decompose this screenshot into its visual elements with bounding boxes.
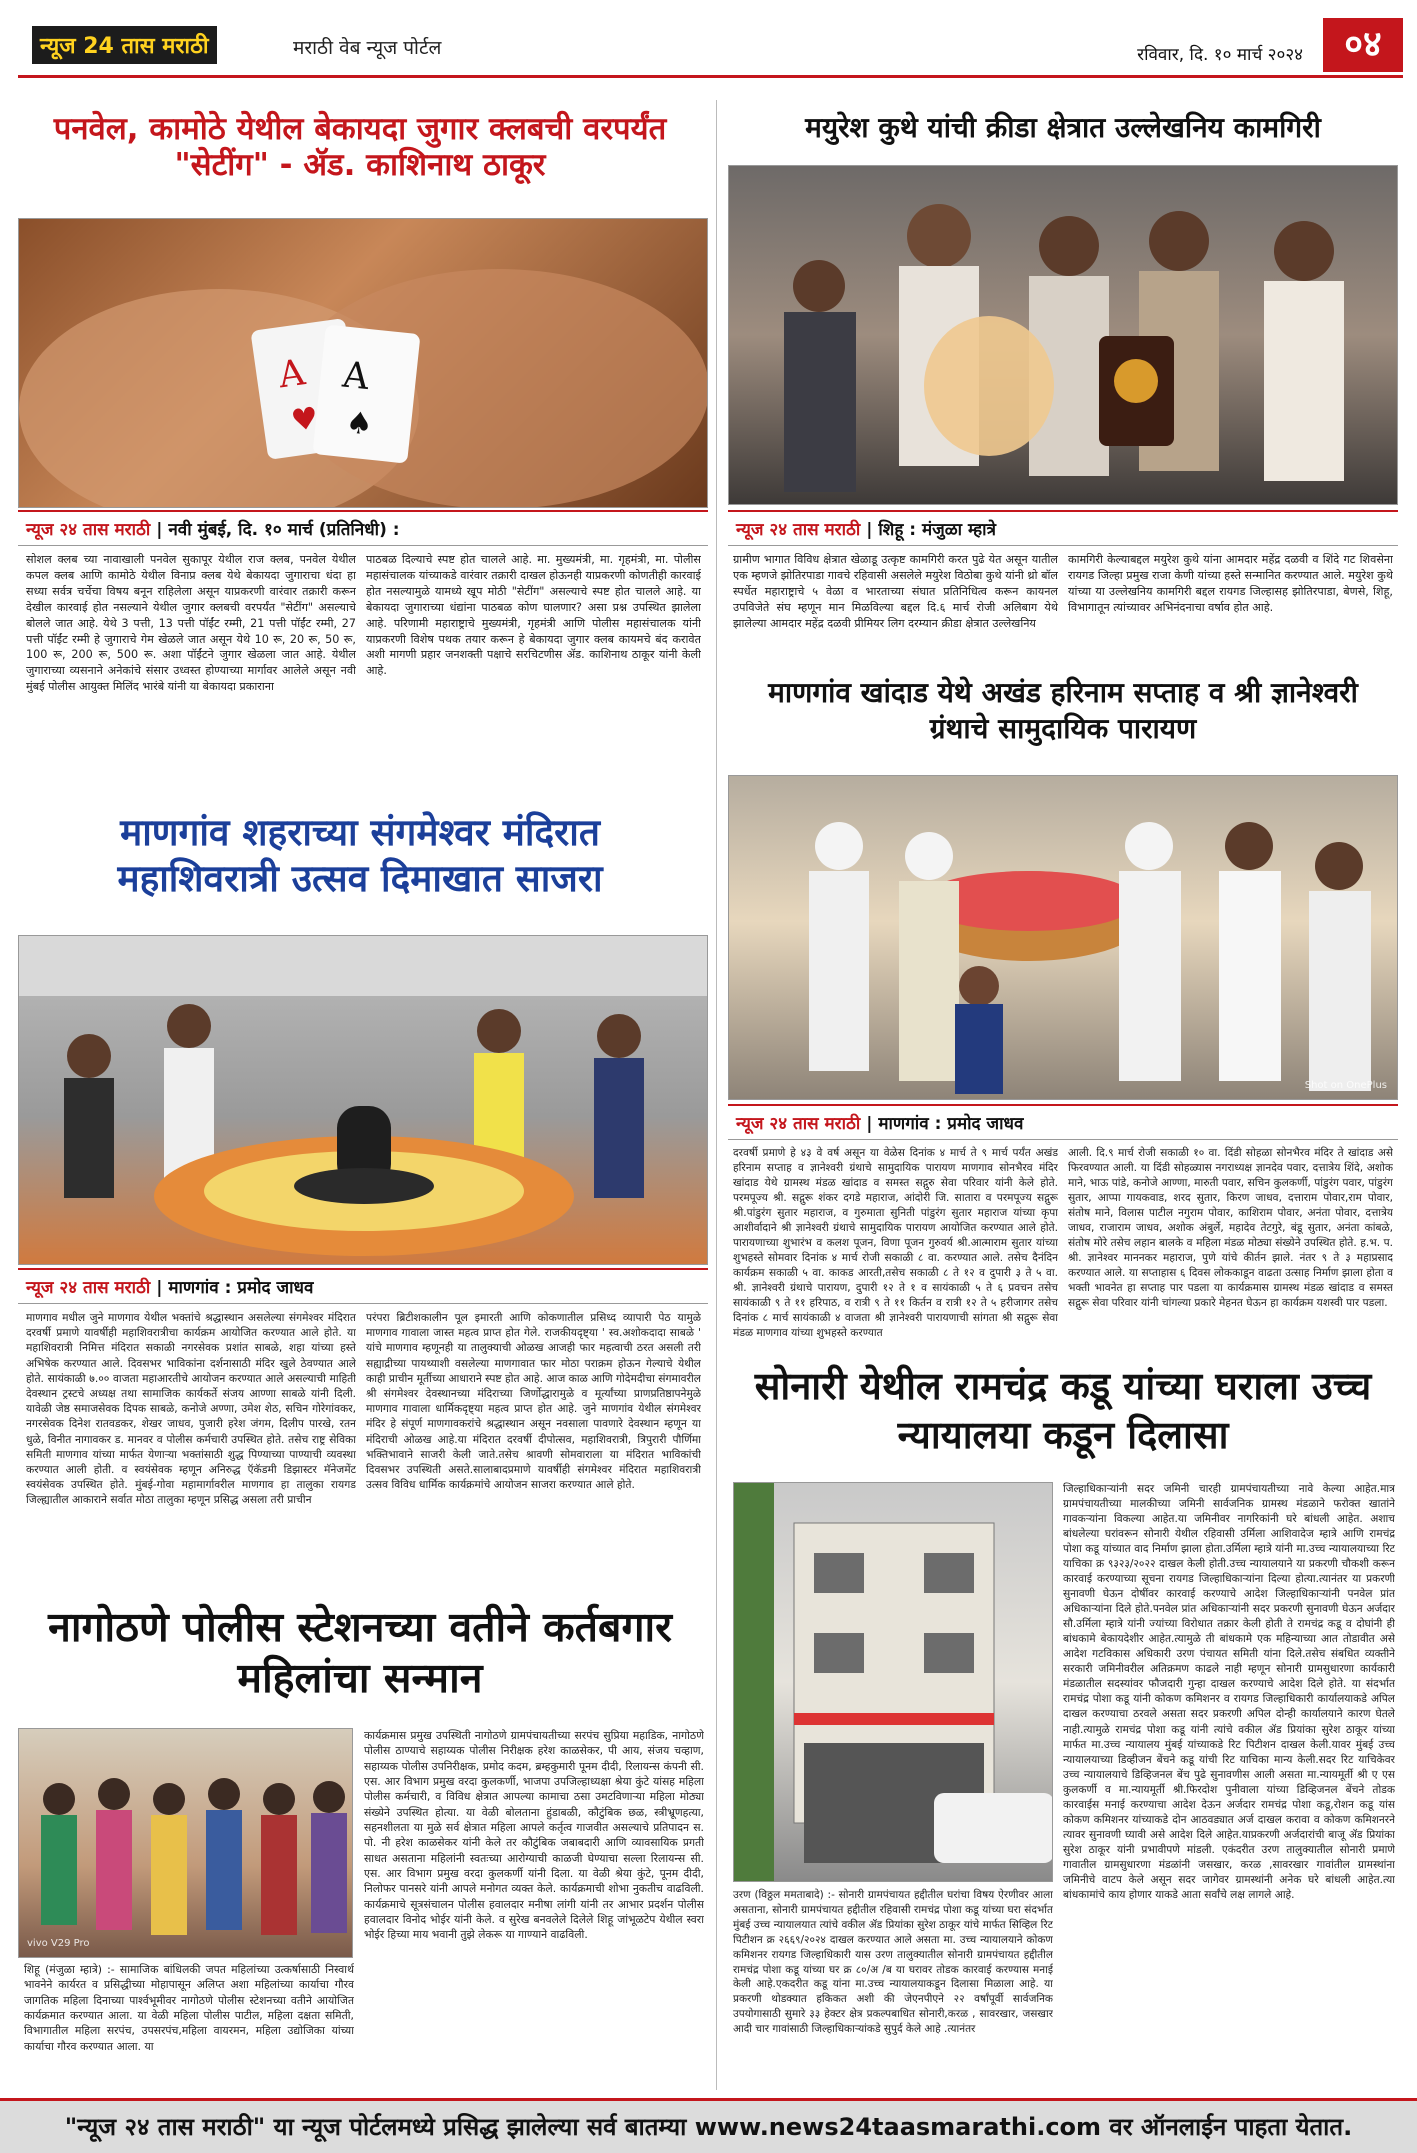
playing-cards-image xyxy=(19,219,708,508)
temple-shivling-image xyxy=(19,936,708,1265)
article1-col1: सोशल क्लब च्या नावाखाली पनवेल सुकापूर येथील राज क्लब, पनवेल येथील कपल क्लब आणि कामोठे येथील विनाप्र क्लब येथे बेकायदा जुगाराचा धंदा हा सध्या सर्वत्र चर्चेचा विषय बनून राहिलेला असून याप्रकरणी वारंवार तक्रारी करून देखील कारवाई होत नसल्याने येथील जुगार क्लबची वरपर्यंत "सेटींग" असल्याचे बोलले जात आहे. येथे 3 पत्ती, 13 पत्ती पॉईंट रम्मी, 21 पत्ती पॉईंट रम्मी, 27 पत्ती पॉईंट रम्मी हे जुगाराचे गेम खेळले जात असून येथे 10 रू, 20 रू, 50 रू, 100 रू, 200 रू, 500 रू. अशा पॉईंटने जुगार खेळला जात आहे. येथील जुगाराच्या व्यसनाने अनेकांचे संसार उध्वस्त होण्याच्या मार्गावर आलेले असून नवी मुंबई पोलीस आयुक्त मिलिंद भारंबे यांनी या बेकायदा प्रकाराना xyxy=(26,553,356,694)
article2-source: न्यूज २४ तास मराठी xyxy=(736,520,861,540)
article6-headline: नागोठणे पोलीस स्टेशनच्या वतीने कर्तबगार महिलांचा सन्मान xyxy=(48,1603,672,1703)
article1-source: न्यूज २४ तास मराठी xyxy=(26,520,151,540)
article6-photo-caption: vivo V29 Pro xyxy=(27,1938,90,1949)
house-image xyxy=(734,1483,1053,1882)
footer-banner: "न्यूज २४ तास मराठी" या न्यूज पोर्टलमध्ये प्रसिद्ध झालेल्या सर्व बातम्या www.news24taasmarathi.com वर ऑनलाईन पाहता येतात. xyxy=(0,2098,1417,2153)
brand-logo: न्यूज 24 तास मराठी xyxy=(32,26,217,64)
article3-byline xyxy=(728,1104,1398,1140)
article3-col2: आली. दि.९ मार्च रोजी सकाळी १० वा. दिंडी सोहळा सोनभैरव मंदिर ते खांदाड असे फिरवण्यात आली. या दिंडी सोहळ्यास नगराध्यक्ष ज्ञानदेव पवार, दत्तात्रेय शिंदे, अशोक माने, भाऊ पांडे, कनोजे आण्णा, मारुती पवार, सचिन कुलकर्णी, पांडुरंग पवार, पांडुरंग सुतार, आप्पा गायकवाड, शरद सुतार, किरण जाधव, दत्ताराम पोवार,राम पोवार, संतोष माने, विलास पाटील नगुराम पोवार, काशिराम पोवार, अनंता पोवार, दत्तात्रेय जाधव, राजाराम जाधव, अशोक अंबुर्ले, महादेव तेटगुरे, बंडू सुतार, अनंता कांबळे, संतोष मोरे तसेच लहान बालके व महिला मंडळ मोठ्या संख्येने उपस्थित होते. ह.भ. प. श्री. ज्ञानेश्वर माननकर महाराज, पुणे यांचे कीर्तन झाले. नंतर ९ ते ३ महाप्रसाद करण्यात आले. या सप्ताहास ६ दिवस लोककाडून वाढता उत्साह निर्माण झाला होता व भक्ती भावनेत हा सप्ताह पार पडला या कार्यक्रमास ग्रामस्थ मंडळ खांदाड व समस्त सद्गुरू सेवा परिवार यांनी चांगल्या प्रकारे मेहनत घेऊन हा कार्यक्रम यशस्वी पार पडला. xyxy=(1068,1147,1393,1310)
article3-source: न्यूज २४ तास मराठी xyxy=(736,1114,861,1134)
article4-col1: माणगाव मधील जुने माणगाव येथील भक्तांचे श्रद्धास्थान असलेल्या संगमेश्वर मंदिरात दरवर्षी प्रमाणे यावर्षीही महाशिवरात्रीचा कार्यक्रम आयोजित करण्यात आले होते. या महाशिवरात्री निमित्त मंदिरात सकाळी नगरसेवक प्रशांत साबळे, शहा यांच्या हस्ते अभिषेक करण्यात आले. दिवसभर भाविकांना दर्शनासाठी मंदिर खुले ठेवण्यात आले होते. सायंकाळी ७.०० वाजता महाआरतीचे आयोजन करण्यात आले असल्याची माहिती देवस्थान ट्रस्टचे अध्यक्ष तथा सामाजिक कार्यकर्ते संजय आण्णा साबळे यांनी दिली. यावेळी जेष्ठ समाजसेवक दिपक साबळे, कनोजे अण्णा, उमेश शेठ, सचिन गोरेगांवकर, नगरसेवक दिनेश रातवडकर, शेखर जाधव, पुजारी हरेश जंगम, दिलीप पारखे, रतन धुळे, विनीत नागावकर ड. मानवर व पोलीस कर्मचारी उपस्थित होते. तसेच राष्ट्र सेविका समिती माणगाव यांच्या मार्फत येणाऱ्या भक्तांसाठी शुद्ध पिण्याच्या पाण्याची व्यवस्था करण्यात आली होती. व स्वयंसेवक म्हणून अनिरुद्ध ऍकॅडमी डिझास्टर मॅनेजमेंट स्वयंसेवक उपस्थित होते. मुंबई-गोवा महामार्गावरील माणगाव हा तालुका रायगड जिल्ह्यातील आकाराने सर्वात मोठा तालुका म्हणून प्रसिद्ध असला तरी प्राचीन xyxy=(26,1311,356,1507)
svg-text:♠: ♠ xyxy=(344,405,375,443)
masthead xyxy=(18,14,1403,78)
article6-col-right: कार्यक्रमास प्रमुख उपस्थिती नागोठणे ग्रामपंचायतीच्या सरपंच सुप्रिया महाडिक, नागोठणे पोलीस ठाण्याचे सहाय्यक पोलीस निरीक्षक हरेश काळसेकर, पी आय, संजय चव्हाण, सहाय्यक पोलीस उपनिरीक्षक, प्रमोद कदम, ब्रम्हकुमारी पूनम दीदी, रिलायन्स कंपनी सी. एस. आर विभाग प्रमुख वरदा कुलकर्णी, भाजपा उपजिल्हाध्यक्षा श्रेया कुंटे यांसह महिला पोलीस कर्मचारी, व विविध क्षेत्रात आपल्या कामाचा ठसा उमटविणाऱ्या महिला मोठ्या संख्येने उपस्थित होत्या. या वेळी बोलताना हुंडाबळी, कौटुंबिक छळ, स्त्रीभ्रूणहत्या, सहनशीलता या मुळे सर्व क्षेत्रात महिला आपले कर्तृत्व गाजवीत असल्याचे प्रतिपादन स. पो. नी हरेश काळसेकर यांनी केले तर कौटुंबिक जबाबदारी आणि व्यावसायिक प्रगती साधत असताना महिलांनी स्वतःच्या आरोग्याची काळजी घेण्याचा सल्ला रिलायन्स सी. एस. आर विभाग प्रमुख वरदा कुलकर्णी यांनी दिला. या वेळी श्रेया कुंटे, पूनम दीदी, निलोफर पानसरे यांनी आपले मनोगत व्यक्त केले. कार्यक्रमाची शोभा नुकतीच वाढविली. कार्यक्रमाचे सूत्रसंचालन पोलीस हवालदार मनीषा लांगी यांनी तर आभार प्रदर्शन पोलीस हवालदार विनोद भोईर यांनी केले. व सुरेख बनवलेले दिलेले शिहू जांभूळटेप येथील स्वरा भोईर हिच्या माय भवानी तुझे लेकरू या गाण्याने वाढविली. xyxy=(364,1729,704,1942)
article1-col2: पाठबळ दिल्याचे स्पष्ट होत चालले आहे. मा. मुख्यमंत्री, मा. गृहमंत्री, मा. पोलीस महासंचालक यांच्याकडे वारंवार तक्रारी दाखल होऊनही याप्रकरणी कोणतीही कारवाई होत नसल्यामुळे यामध्ये खूप मोठी "सेटींग" असल्याचे स्पष्ट होत चालले आहे. या बेकायदा जुगाराच्या धंद्यांना पाठबळ कोण घालणार? असा प्रश्न उपस्थित झालेला आहे. परिणामी महाराष्ट्राचे मुख्यमंत्री, गृहमंत्री आणि पोलीस महासंचालक यांनी याप्रकरणी विशेष पथक तयार करून हे बेकायदा जुगार क्लब कायमचे बंद करावेत अशी मागणी प्रहार जनशक्ती पक्षाचे सरचिटणीस ॲड. काशिनाथ ठाकूर यांनी केली आहे. xyxy=(366,553,701,678)
svg-text:A: A xyxy=(276,352,308,397)
procession-image xyxy=(729,776,1398,1100)
article2-dateline: | शिहू : मंजुळा म्हात्रे xyxy=(866,520,996,540)
women-felicitation-image xyxy=(19,1729,353,1958)
page-number: ०४ xyxy=(1323,18,1403,72)
article1-dateline: | नवी मुंबई, दि. १० मार्च (प्रतिनिधी) : xyxy=(156,520,400,540)
article1-headline: पनवेल, कामोठे येथील बेकायदा जुगार क्लबची वरपर्यंत "सेटींग" - ॲड. काशिनाथ ठाकूर xyxy=(53,111,667,183)
article4-headline: माणगांव शहराच्या संगमेश्वर मंदिरात महाशिवरात्री उत्सव दिमाखात साजरा xyxy=(117,811,603,901)
issue-date: रविवार, दि. १० मार्च २०२४ xyxy=(1137,45,1303,65)
article2-byline xyxy=(728,510,1398,546)
article4-photo xyxy=(18,935,708,1265)
article3-photo xyxy=(728,775,1398,1100)
article5-headline: सोनारी येथील रामचंद्र कडू यांच्या घराला उच्च न्यायालया कडून दिलासा xyxy=(754,1364,1372,1458)
article2-col1: ग्रामीण भागात विविध क्षेत्रात खेळाडू उत्कृष्ट कामगिरी करत पुढे येत असून यातील एक म्हणजे झोतिरपाडा गावचे रहिवासी असलेले मयुरेश विठोबा कुथे यांनी थ्रो बॉल स्पर्धेत महाराष्ट्राचे ५ वेळा व भारताच्या संघात प्रतिनिधित्व करून कायनल उपविजेते संघ म्हणून मान मिळविल्या बद्दल दि.६ मार्च रोजी अलिबाग येथे झालेल्या आमदार महेंद्र दळवी प्रीमियर लिग दरम्यान क्रीडा क्षेत्रात उल्लेखनिय xyxy=(733,553,1058,630)
svg-text:A: A xyxy=(340,354,371,399)
article3-headline: माणगांव खांदाड येथे अखंड हरिनाम सप्ताह व श्री ज्ञानेश्वरी ग्रंथाचे सामुदायिक पारायण xyxy=(768,676,1358,746)
article3-dateline: | माणगांव : प्रमोद जाधव xyxy=(866,1114,1024,1134)
article4-source: न्यूज २४ तास मराठी xyxy=(26,1278,151,1298)
svg-text:♥: ♥ xyxy=(288,400,321,440)
award-ceremony-image xyxy=(729,166,1398,505)
article1-photo xyxy=(18,218,708,508)
article2-col2: कामगिरी केल्याबद्दल मयुरेश कुथे यांना आमदार महेंद्र दळवी व शिंदे गट शिवसेना रायगड जिल्हा प्रमुख राजा केणी यांच्या हस्ते सन्मानित करण्यात आले. मयुरेश कुथे यांच्या या उल्लेखनिय कामगिरी बद्दल रायगड जिल्हासह झोतिरपाडा, बेणसे, शिहू, विभागातून त्यांच्यावर अभिनंदनाचा वर्षाव होत आहे. xyxy=(1068,553,1393,614)
article5-col-right: जिल्हाधिकाऱ्यांनी सदर जमिनी चारही ग्रामपंचायतीच्या नावे केल्या आहेत.मात्र ग्रामपंचायतीच्या मालकीच्या जमिनी सार्वजनिक ग्रामस्थ मंडळाने फरोक्त खातांने गावकऱ्यांना विकल्या आहेत.या जमिनीवर नागरिकांनी घरे बांधली आहेत. अशाच बांधलेल्या घरांवरून सोनारी येथील रहिवासी उर्मिला आशिवादेज म्हात्रे आणि रामचंद्र पोशा कडू यांच्यात वाद निर्माण झाला होता.उर्मिला म्हात्रे यांनी मा.उच्च न्यायालयाच्या रिट याचिका क्र ९३२३/२०२२ दाखल केली होती.उच्च न्यायालयाने या प्रकरणी चौकशी करून कारवाई करण्याच्या सूचना रायगड जिल्हाधिकाऱ्यांना दिल्या होत्या.त्यानंतर या प्रकरणी सुनावणी घेऊन दोषींवर कारवाई करण्याचे आदेश जिल्हाधिकाऱ्यांनी पनवेल प्रांत अधिकाऱ्यांना दिले होते.पनवेल प्रांत अधिकाऱ्यांनी सदर प्रकरणी सुनावणी घेऊन अर्जदार सौ.उर्मिला म्हात्रे यांनी ज्यांच्या विरोधात तक्रार केली होती ते रामचंद्र कडू व दोघांनी ही बांधकामे बेकायदेशीर आहेत.त्यामुळे ती बांधकामे एक महिन्याच्या आत तोडावीत असे आदेश गटविकास अधिकारी उरण पंचायत समिती यांना दिले.तसेच संबधित व्यक्तीने सरकारी जमिनीवरील अतिक्रमण काढले नाही म्हणून सोनारी ग्रामसुधारणा कार्यकारी मंडळातील सदस्यांवर फौजदारी गुन्हा दाखल करण्याचे आदेश दिले होते. या संदर्भात रामचंद्र पोशा कडू यांनी कोकण कमिशनर व रायगड जिल्हाधिकारी कार्यालयाकडे अपिल दाखल करण्याचा ठरवले असता सदर प्रकरणी अपिल दोन्ही कार्यालयाने कारण घेतले नाही.त्यामुळे रामचंद्र पोशा कडू यांनी त्यांचे वकील ॲड प्रियांका सुरेश ठाकूर यांच्या मार्फत मा.उच्च न्यायालय मुंबई यांच्याकडे रिट पिटीशन दाखल केली.यावर मुंबई उच्च न्यायालयाच्या डिव्हीजन बेंचने कडू यांची रिट याचिका मान्य केली.सदर रिट याचिकेवर उच्च न्यायालयाचे डिव्हिजनल बेंच पुढे सुनावणीस आली असता मा.न्यायमूर्ती श्री ए एस कुलकर्णी व मा.न्यायमूर्ती श्री.फिरदोश पुनीवाला यांच्या डिव्हिजनल बेंचने तोडक कारवाईस मनाई करण्याचा आदेश देऊन अर्जदार रामचंद्र पोशा कडू,रोशन कडू यांस कोकण कमिशनर यांच्याकडे दोन आठवड्यात अर्ज दाखल करावा व कोकण कमिशनरने त्यावर सुनावणी घ्यावी असे आदेश दिले आहेत.याप्रकरणी अर्जदारांची बाजू ॲड प्रियांका सुरेश ठाकूर यांनी प्रभावीपणे मांडली. एकंदरीत उरण तालुक्यातील सोनारी प्रमाणे गावातील ग्रामसुधारणा मंडळांनी जसखार, करळ ,सावरखार गावांतील ग्रामस्थांना जमिनीचे वाटप केले असून सदर जागेवर ग्रामस्थांनी अनेक घरे बांधली आहेत.त्या बांधकामांचे काय होणार याकडे आता सर्वांचे लक्ष लागले आहे. xyxy=(1063,1483,1395,1901)
column-divider xyxy=(716,100,717,2090)
article5-photo xyxy=(733,1482,1053,1882)
article4-col2: परंपरा ब्रिटीशकालीन पूल इमारती आणि कोकणातील प्रसिध्द व्यापारी पेठ यामुळे माणगाव गावाला जास्त महत्व प्राप्त होत गेले. राजकीयदृष्ट्या ' स्व.अशोकदादा साबळे ' यांचे माणगाव म्हणूनही या तालुक्याची ओळख आजही फार महत्वाची ठरत असली तरी सह्याद्रीच्या पायथ्याशी वसलेल्या माणगावात फार मोठा पराक्रम होऊन गेल्याचे येथील काही प्राचीन मूर्तीच्या आधाराने स्पष्ट होत आहे. आज काळ आणि गोदेमदीचा संगमावरील श्री संगमेश्वर देवस्थानच्या मंदिराच्या जिर्णोद्धारामुळे व मूर्त्यांच्या प्राणप्रतिष्ठापनेमुळे माणगाव गावाला धार्मिकदृष्ट्या महत्व प्राप्त होत आहे. जुने माणगांव येथील संगमेश्वर मंदिर हे संपूर्ण माणगावकरांचे श्रद्धास्थान असून नवसाला पावणारे देवस्थान म्हणून या मंदिराची ओळख आहे.या मंदिरात दरवर्षी दीपोत्सव, महाशिवरात्री, त्रिपुरारी पौर्णिमा भक्तिभावाने साजरी केली जाते.तसेच श्रावणी सोमवाराला या मंदिरात भाविकांची दिवसभर उपस्थिती असते.सालाबादप्रमाणे यावर्षीही संगमेश्वर मंदिरात महाशिवरात्री उत्सव विविध धार्मिक कार्यक्रमांचे आयोजन साजरा करण्यात आले होते. xyxy=(366,1311,701,1492)
article6-col-under: शिहू (मंजुळा म्हात्रे) :- सामाजिक बांधिलकी जपत महिलांच्या उत्कर्षासाठी निस्वार्थ भावनेने कार्यरत व प्रसिद्धीच्या मोहापासून अलिप्त अशा महिलांच्या कार्याचा गौरव जागतिक महिला दिनाच्या पार्श्वभूमीवर नागोठणे पोलीस स्टेशनच्या वतीने आयोजित कार्यक्रमात करण्यात आला. या वेळी महिला पोलीस पाटील, महिला दक्षता समिती, विभागातील महिला सरपंच, उपसरपंच,महिला वायरमन, महिला उद्योजिका यांच्या कार्याचा गौरव करण्यात आला. या xyxy=(24,1963,354,2053)
article3-photo-caption: Shot on OnePlus xyxy=(1304,1080,1387,1091)
article4-dateline: | माणगांव : प्रमोद जाधव xyxy=(156,1278,314,1298)
portal-tagline: मराठी वेब न्यूज पोर्टल xyxy=(293,37,442,59)
article1-byline xyxy=(18,510,708,546)
article2-photo xyxy=(728,165,1398,505)
article6-photo xyxy=(18,1728,353,1958)
article3-col1: दरवर्षी प्रमाणे हे ४३ वे वर्ष असून या वेळेस दिनांक ४ मार्च ते ९ मार्च पर्यंत अखंड हरिनाम सप्ताह व ज्ञानेश्वरी ग्रंथाचे सामुदायिक पारायण माणगाव सोनभैरव मंदिर खांदाड येथे ग्रामस्थ मंडळ खांदाड व समस्त सद्गुरु सेवा परिवार यांनी केले होते. परमपूज्य श्री. सद्गुरू शंकर दगडे महाराज, आंदोरी जि. सातारा व परमपूज्य सद्गुरू श्री.पांडुरंग सुतार महाराज, व गुरुमाता सुनिती पांडुरंग सुतार महाराज यांच्या कृपा आशीर्वादाने श्री ज्ञानेश्वरी ग्रंथाचे सामुदायिक पारायण आयोजित करण्यात आले होते. पारायणाच्या शुभारंभ व कलश पूजन, विणा पूजन गुरुवर्य श्री.आत्माराम सुतार यांच्या शुभहस्ते सोमवार दिनांक ४ मार्च रोजी सकाळी ८ वा. करण्यात आले. तसेच दैनंदिन कार्यक्रम सकाळी ५ वा. काकड आरती,तसेच सकाळी ८ ते १२ व दुपारी ३ ते ५ वा. श्री. ज्ञानेश्वरी ग्रंथाचे पारायण, दुपारी १२ ते १ व सायंकाळी ५ ते ६ प्रवचन तसेच सायंकाळी ९ ते ११ हरिपाठ, व रात्री ९ ते ११ किर्तन व रात्री १२ ते ५ हरीजागर तसेच दिनांक ८ मार्च सायंकाळी ४ वाजता श्री ज्ञानेश्वरी पारायणाची सांगता श्री सद्गुरू सेवा मंडळ माणगाव यांच्या शुभहस्ते करण्यात xyxy=(733,1147,1058,1340)
article4-byline xyxy=(18,1268,708,1304)
article2-headline: मयुरेश कुथे यांची क्रीडा क्षेत्रात उल्लेखनिय कामगिरी xyxy=(805,111,1321,144)
article5-col-under: उरण (विठ्ठल ममताबादे) :- सोनारी ग्रामपंचायत हद्दीतील घरांचा विषय ऐरणीवर आला असताना, सोनारी ग्रामपंचायत हद्दीतील रहिवासी रामचंद्र पोशा कडू यांच्या घरा संदर्भात मुंबई उच्च न्यायालयात त्यांचे वकील ॲड प्रियांका सुरेश ठाकूर यांचे मार्फत सिव्हिल रिट पिटीशन क्र २६६९/२०२४ दाखल करण्यात आले असता मा. उच्च न्यायालयाने कोकण कमिशनर रायगड जिल्हाधिकारी यास उरण तालुक्यातील सोनारी ग्रामपंचायत हद्दीतील रामचंद्र पोशा कडू यांच्या घर क्र ८०/अ /ब या घरावर तोडक कारवाई करण्यास मनाई केली आहे.एकदरीत कडू यांना मा.उच्च न्यायालयाकडून दिलासा मिळाला आहे. या प्रकरणी थोडक्यात हकिकत अशी की जेएनपीएने २२ वर्षांपूर्वी सार्वजनिक उपयोगासाठी सुमारे ३३ हेक्टर क्षेत्र प्रकल्पबाधित सोनारी,करळ , सावरखार, जसखार आदी चार गावांसाठी जिल्हाधिकाऱ्यांकडे सुपुर्द केले आहे .त्यानंतर xyxy=(733,1889,1053,2036)
